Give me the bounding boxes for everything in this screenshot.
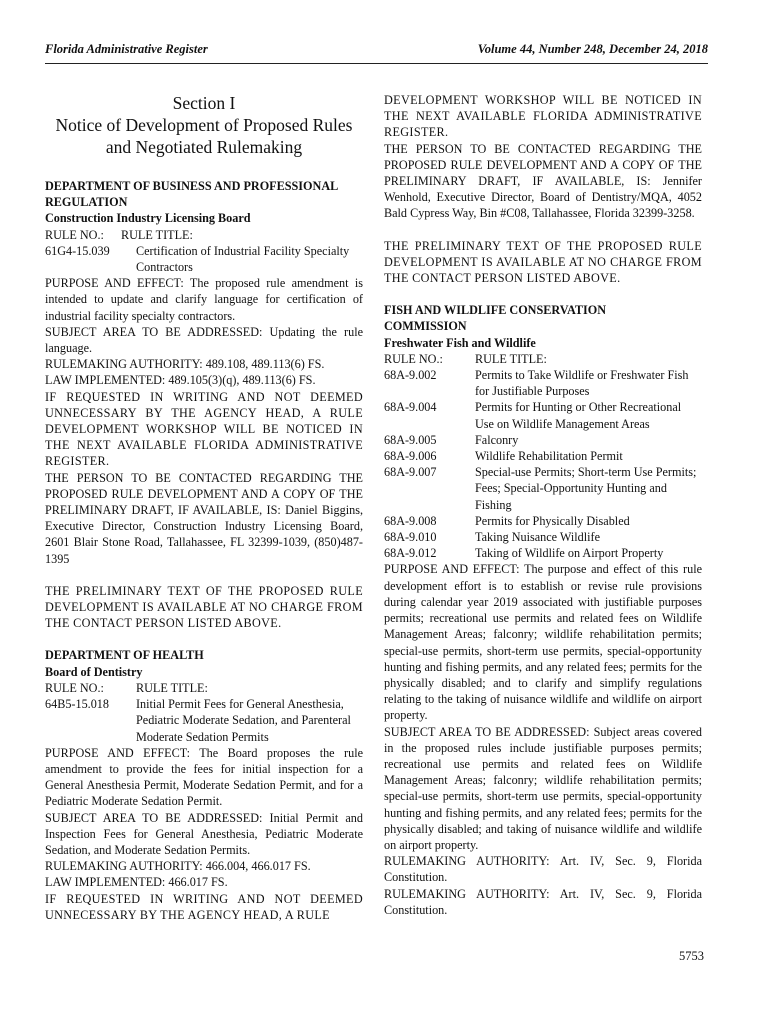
rule-title: Permits for Physically Disabled — [475, 513, 630, 528]
rule-row — [384, 513, 702, 529]
contact-person: THE PERSON TO BE CONTACTED REGARDING THE PROPOSED RULE DEVELOPMENT AND A COPY OF THE PRELIMINARY DRAFT, IF AVAILABLE, IS: Daniel Biggins, Executive Director, Construction Industry Licensing Board, 2601 Blair Stone Road, Tallahassee, FL 32399-1039, (850)487-1395 — [45, 470, 363, 566]
purpose-and-effect: PURPOSE AND EFFECT: The Board proposes the rule amendment to provide the fees for initial inspection for a General Anesthesia Permit, Moderate Sedation Permit, and for a Pediatric Moderate Sedation Permit. — [45, 745, 363, 809]
rule-number: 68A-9.002 — [384, 368, 437, 383]
board-name: Freshwater Fish and Wildlife — [384, 335, 536, 350]
department-name: DEPARTMENT OF HEALTH — [45, 648, 204, 663]
rulemaking-authority: RULEMAKING AUTHORITY: 489.108, 489.113(6) FS. — [45, 357, 325, 372]
rule-no-label: RULE NO.: — [45, 227, 104, 242]
rule-number: 68A-9.012 — [384, 546, 437, 561]
board-name: Construction Industry Licensing Board — [45, 211, 251, 226]
rule-number: 68A-9.006 — [384, 449, 437, 464]
rule-row — [384, 448, 702, 464]
page-number: 5753 — [679, 949, 704, 963]
law-implemented: LAW IMPLEMENTED: 466.017 FS. — [45, 875, 228, 890]
section-heading-line2: and Negotiated Rulemaking — [105, 137, 303, 157]
rule-row — [384, 529, 702, 545]
rule-number: 68A-9.010 — [384, 530, 437, 545]
subject-area: SUBJECT AREA TO BE ADDRESSED: Updating the rule language. — [45, 324, 363, 356]
rule-no-label: RULE NO.: — [384, 351, 443, 366]
section-number: Section I — [172, 93, 236, 113]
rule-number: 68A-9.007 — [384, 465, 437, 480]
header-rule — [45, 63, 708, 64]
rule-title: Certification of Industrial Facility Specialty Contractors — [136, 243, 350, 275]
rule-list — [384, 367, 702, 561]
subject-area: SUBJECT AREA TO BE ADDRESSED: Subject areas covered in the proposed rules include justifiable purposes permits; recreational use permits and related fees on Wildlife Management Areas; falconry; wildlife rehabilitation permits; special-use permits, short-term use permits, special-opportunity hunting and fishing permits, and any related fees; permits for the physically disabled; and taking of nuisance wildlife and wildlife on airport property. — [384, 724, 702, 852]
rule-number: 68A-9.008 — [384, 513, 437, 528]
rule-number: 68A-9.005 — [384, 432, 437, 447]
purpose-and-effect: PURPOSE AND EFFECT: The proposed rule amendment is intended to update and clarify language for certification of industrial facility specialty contractors. — [45, 276, 363, 323]
rule-row — [45, 243, 363, 275]
workshop-notice-part2: DEVELOPMENT WORKSHOP WILL BE NOTICED IN THE NEXT AVAILABLE FLORIDA ADMINISTRATIVE REGISTER. — [384, 93, 702, 140]
rule-title: Permits for Hunting or Other Recreational Use on Wildlife Management Areas — [475, 400, 682, 431]
rule-header-row — [384, 351, 702, 367]
rule-title: Initial Permit Fees for General Anesthesia, Pediatric Moderate Sedation, and Parenteral Moderate Sedation Permits — [136, 697, 351, 744]
left-column — [45, 92, 363, 923]
section-heading-line1: Notice of Development of Proposed Rules — [55, 115, 353, 135]
rule-title: Wildlife Rehabilitation Permit — [475, 449, 623, 464]
rule-number: 64B5-15.018 — [45, 697, 109, 712]
rule-title: Taking Nuisance Wildlife — [475, 530, 601, 545]
rule-row — [384, 367, 702, 399]
rule-title: Falconry — [475, 432, 519, 447]
preliminary-text-notice: THE PRELIMINARY TEXT OF THE PROPOSED RULE DEVELOPMENT IS AVAILABLE AT NO CHARGE FROM THE CONTACT PERSON LISTED ABOVE. — [384, 238, 702, 286]
rule-number: 61G4-15.039 — [45, 243, 110, 258]
department-name-cont: COMMISSION — [384, 319, 467, 334]
subject-area: SUBJECT AREA TO BE ADDRESSED: Initial Permit and Inspection Fees for General Anesthesia, Pediatric Moderate Sedation, and Moderate Sedation Permits. — [45, 810, 363, 857]
rule-row — [45, 696, 363, 745]
rule-title-label: RULE TITLE: — [136, 680, 208, 695]
rulemaking-authority: RULEMAKING AUTHORITY: 466.004, 466.017 FS. — [45, 859, 311, 874]
department-name: FISH AND WILDLIFE CONSERVATION — [384, 303, 607, 318]
purpose-and-effect: PURPOSE AND EFFECT: The purpose and effect of this rule development effort is to establish or revise rule provisions during calendar year 2019 associated with justifiable purposes permits; recreational use permits and related fees on Wildlife Management Areas; falconry; wildlife rehabilitation permits; special-use permits, short-term use permits, special-opportunity hunting and fishing permits, and any related fees; permits for the physically disabled; and to clarify and simplify regulations relating to the taking of nuisance wildlife and wildlife on airport property. — [384, 562, 702, 723]
right-column — [384, 92, 702, 918]
rulemaking-authority: RULEMAKING AUTHORITY: Art. IV, Sec. 9, Florida Constitution. — [384, 886, 702, 917]
rule-row — [384, 545, 702, 561]
rule-header-row — [45, 680, 363, 696]
running-header-volume: Volume 44, Number 248, December 24, 2018 — [477, 42, 708, 56]
rule-title: Permits to Take Wildlife or Freshwater Fish for Justifiable Purposes — [475, 368, 689, 399]
rule-row — [384, 432, 702, 448]
rule-row — [384, 464, 702, 513]
rule-number: 68A-9.004 — [384, 400, 437, 415]
rule-title-label: RULE TITLE: — [475, 351, 547, 366]
department-name-cont: REGULATION — [45, 195, 128, 210]
law-implemented: LAW IMPLEMENTED: 489.105(3)(q), 489.113(6) FS. — [45, 373, 316, 388]
rulemaking-authority: RULEMAKING AUTHORITY: Art. IV, Sec. 9, Florida Constitution. — [384, 854, 702, 885]
rule-header-row — [45, 227, 363, 243]
rule-title-label: RULE TITLE: — [121, 227, 193, 242]
rule-title: Taking of Wildlife on Airport Property — [475, 546, 664, 561]
rule-no-label: RULE NO.: — [45, 680, 104, 695]
running-header-publication: Florida Administrative Register — [45, 42, 208, 56]
preliminary-text-notice: THE PRELIMINARY TEXT OF THE PROPOSED RULE DEVELOPMENT IS AVAILABLE AT NO CHARGE FROM THE CONTACT PERSON LISTED ABOVE. — [45, 583, 363, 631]
section-title — [45, 92, 363, 158]
contact-person: THE PERSON TO BE CONTACTED REGARDING THE PROPOSED RULE DEVELOPMENT AND A COPY OF THE PRELIMINARY DRAFT, IF AVAILABLE, IS: Jennifer Wenhold, Executive Director, Board of Dentistry/MQA, 4052 Bald Cypress Way, Bin #C08, Tallahassee, Florida 32399-3258. — [384, 141, 702, 221]
workshop-notice-part1: IF REQUESTED IN WRITING AND NOT DEEMED UNNECESSARY BY THE AGENCY HEAD, A RULE — [45, 891, 363, 922]
workshop-notice: IF REQUESTED IN WRITING AND NOT DEEMED UNNECESSARY BY THE AGENCY HEAD, A RULE DEVELOPMENT WORKSHOP WILL BE NOTICED IN THE NEXT AVAILABLE FLORIDA ADMINISTRATIVE REGISTER. — [45, 389, 363, 469]
rule-row — [384, 399, 702, 431]
rule-title: Special-use Permits; Short-term Use Permits; Fees; Special-Opportunity Hunting and Fishing — [475, 465, 697, 512]
board-name: Board of Dentistry — [45, 664, 143, 679]
department-name: DEPARTMENT OF BUSINESS AND PROFESSIONAL — [45, 179, 339, 193]
